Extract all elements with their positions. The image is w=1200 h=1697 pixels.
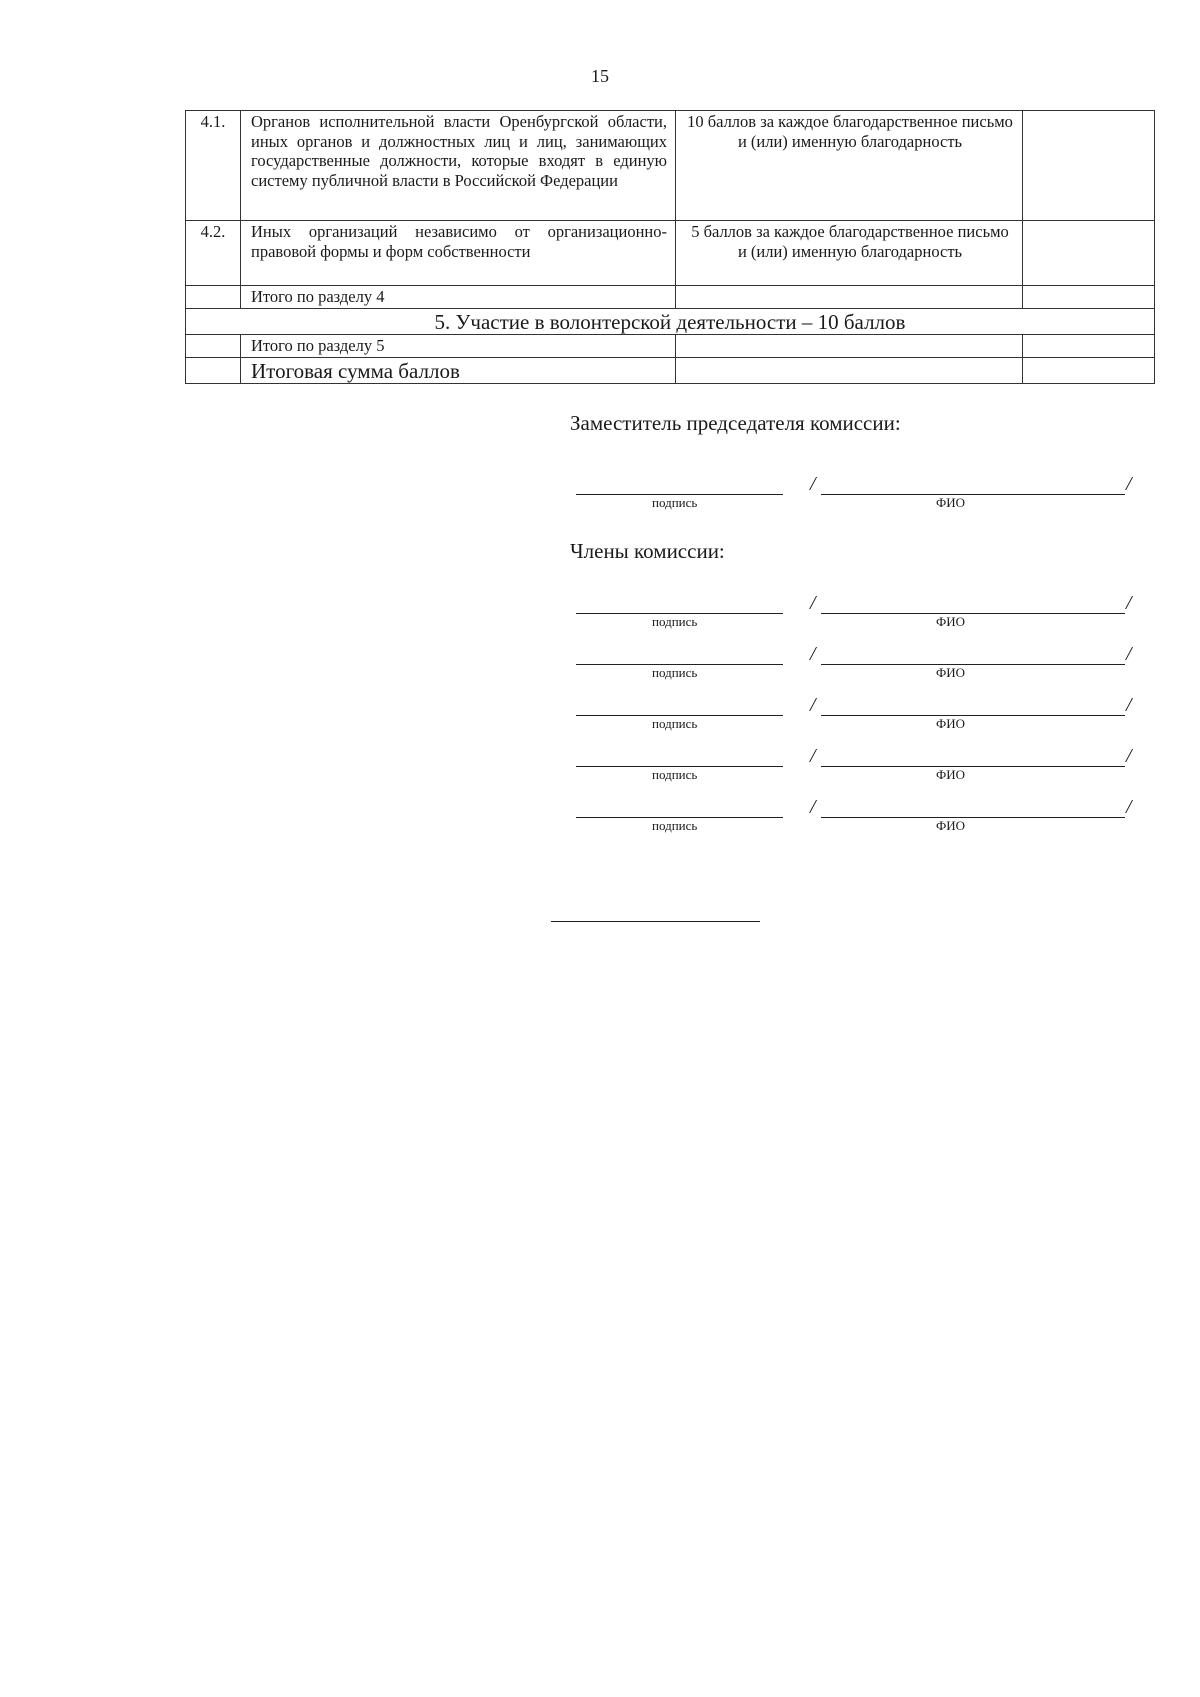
slash: / (810, 643, 816, 665)
signature-row-deputy (570, 474, 1140, 525)
slash: / (810, 745, 816, 767)
signature-line[interactable] (576, 474, 783, 495)
row-points: 10 баллов за каждое благодарственное письмо и (или) именную благодарность (676, 111, 1023, 221)
signature-block (570, 410, 1140, 848)
row-number: 4.2. (186, 221, 241, 286)
table-row-grand-total (186, 358, 1155, 384)
members-heading: Члены комиссии: (570, 539, 725, 563)
signature-line[interactable] (576, 593, 783, 614)
slash: / (1126, 592, 1132, 614)
fio-line[interactable] (821, 746, 1125, 767)
fio-caption: ФИО (936, 495, 966, 510)
page-number: 15 (591, 66, 609, 86)
signature-caption: подпись (652, 495, 698, 510)
empty-cell (676, 358, 1023, 384)
empty-cell (186, 358, 241, 384)
fio-line[interactable] (821, 644, 1125, 665)
signature-caption: подпись (652, 716, 698, 731)
slash: / (810, 694, 816, 716)
slash: / (1126, 796, 1132, 818)
row-number: 4.1. (186, 111, 241, 221)
score-table (185, 110, 1155, 384)
table-row-total-4 (186, 286, 1155, 309)
signature-line[interactable] (576, 644, 783, 665)
total-5-label: Итого по разделу 5 (241, 335, 676, 358)
slash: / (810, 473, 816, 495)
section-5-heading: 5. Участие в волонтерской деятельности – 10 баллов (186, 309, 1155, 335)
fio-caption: ФИО (936, 716, 966, 731)
table-row-4-1 (186, 111, 1155, 221)
slash: / (1126, 745, 1132, 767)
row-points: 5 баллов за каждое благодарственное письмо и (или) именную благодарность (676, 221, 1023, 286)
fio-line[interactable] (821, 593, 1125, 614)
grand-total-score-cell[interactable] (1023, 358, 1155, 384)
empty-cell (186, 335, 241, 358)
row-description: Органов исполнительной власти Оренбургской области, иных органов и должностных лиц и лиц, занимающих государственные должности, которые входят в единую систему публичной власти в Российской Федерации (241, 111, 676, 221)
total-4-label: Итого по разделу 4 (241, 286, 676, 309)
slash: / (1126, 694, 1132, 716)
signature-caption: подпись (652, 665, 698, 680)
signature-line[interactable] (576, 746, 783, 767)
fio-caption: ФИО (936, 614, 966, 629)
slash: / (810, 592, 816, 614)
fio-caption: ФИО (936, 665, 966, 680)
signature-row-member (570, 746, 1140, 797)
deputy-chair-heading: Заместитель председателя комиссии: (570, 411, 901, 435)
signature-caption: подпись (652, 818, 698, 833)
row-score-cell[interactable] (1023, 111, 1155, 221)
row-score-cell[interactable] (1023, 221, 1155, 286)
signature-row-member (570, 797, 1140, 848)
signature-caption: подпись (652, 614, 698, 629)
fio-line[interactable] (821, 474, 1125, 495)
signature-caption: подпись (652, 767, 698, 782)
empty-cell (186, 286, 241, 309)
table-row-section-5 (186, 309, 1155, 335)
row-description: Иных организаций независимо от организационно-правовой формы и форм собственности (241, 221, 676, 286)
slash: / (810, 796, 816, 818)
signature-row-member (570, 695, 1140, 746)
slash: / (1126, 643, 1132, 665)
signature-row-member (570, 644, 1140, 695)
end-separator-line (551, 921, 760, 922)
signature-line[interactable] (576, 695, 783, 716)
slash: / (1126, 473, 1132, 495)
signature-row-member (570, 593, 1140, 644)
fio-caption: ФИО (936, 818, 966, 833)
fio-line[interactable] (821, 695, 1125, 716)
total-5-score-cell[interactable] (1023, 335, 1155, 358)
signature-line[interactable] (576, 797, 783, 818)
table-row-total-5 (186, 335, 1155, 358)
empty-cell (676, 335, 1023, 358)
empty-cell (676, 286, 1023, 309)
grand-total-label: Итоговая сумма баллов (241, 358, 676, 384)
fio-caption: ФИО (936, 767, 966, 782)
total-4-score-cell[interactable] (1023, 286, 1155, 309)
table-row-4-2 (186, 221, 1155, 286)
fio-line[interactable] (821, 797, 1125, 818)
